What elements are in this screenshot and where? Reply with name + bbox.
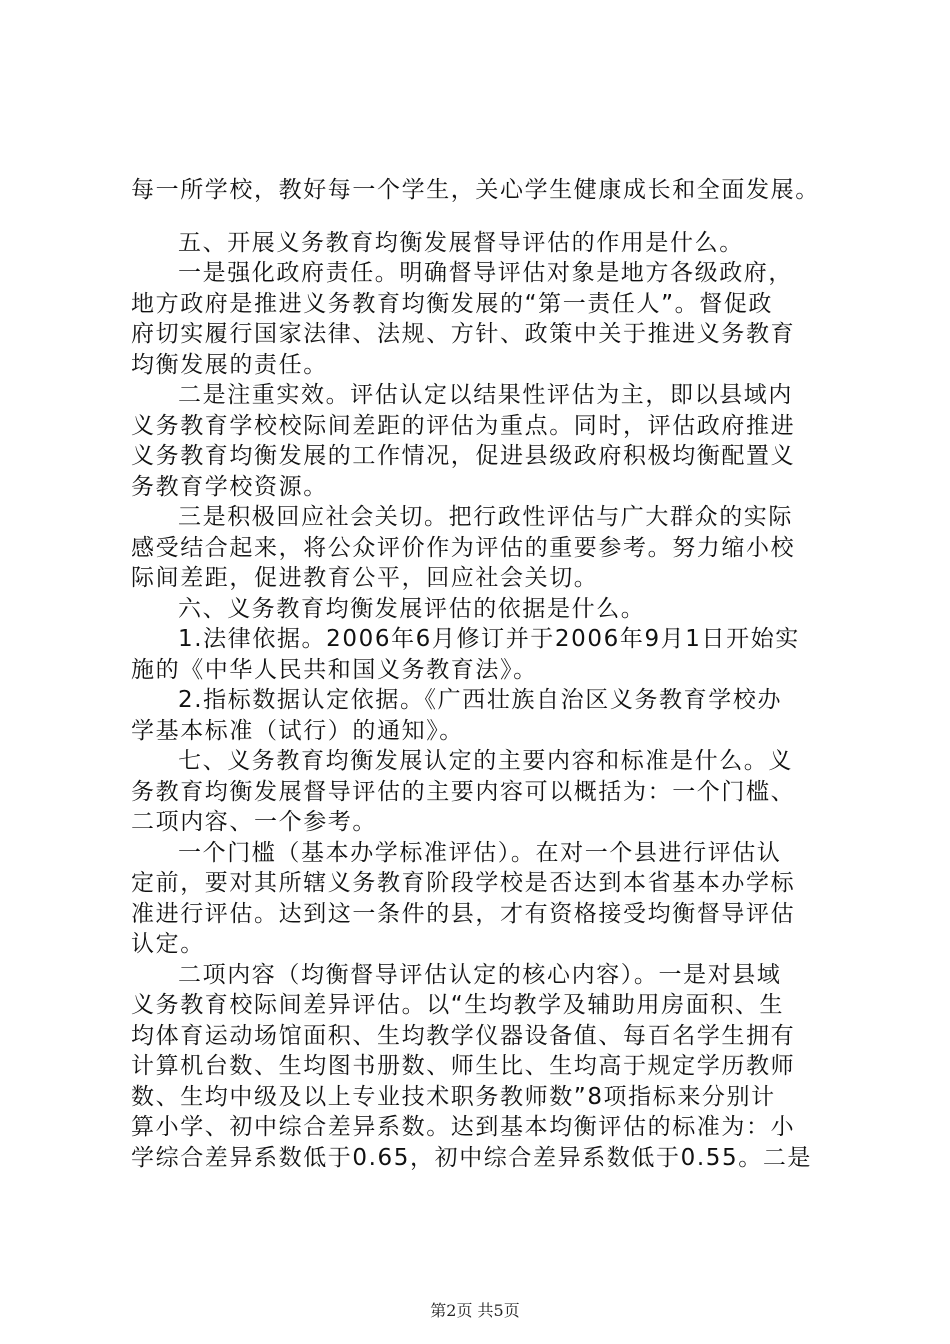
text-line: 府切实履行国家法律、法规、方针、政策中关于推进义务教育 — [131, 321, 796, 347]
text-line: 务教育均衡发展督导评估的主要内容可以概括为：一个门槛、 — [131, 778, 796, 805]
text-line: 二是注重实效。评估认定以结果性评估为主，即以县域内 — [178, 382, 793, 408]
text-line: 一个门槛（基本办学标准评估）。在对一个县进行评估认 — [178, 839, 782, 866]
section-heading: 六、义务教育均衡发展评估的依据是什么。 — [178, 595, 646, 622]
text-line: 均体育运动场馆面积、生均教学仪器设备值、每百名学生拥有 — [131, 1022, 796, 1049]
text-line: 义务教育校际间差异评估。以“生均教学及辅助用房面积、生 — [131, 992, 785, 1018]
text-line: 务教育学校资源。 — [131, 473, 328, 500]
text-line: 二项内容（均衡督导评估认定的核心内容）。一是对县域 — [178, 961, 782, 988]
text-line: 二项内容、一个参考。 — [131, 809, 377, 835]
text-line: 一是强化政府责任。明确督导评估对象是地方各级政府， — [178, 260, 793, 286]
text-line: 认定。 — [131, 931, 205, 957]
text-line: 算小学、初中综合差异系数。达到基本均衡评估的标准为：小 — [131, 1114, 796, 1140]
section-heading: 七、义务教育均衡发展认定的主要内容和标准是什么。义 — [178, 748, 793, 774]
text-line: 际间差距，促进教育公平，回应社会关切。 — [131, 565, 599, 591]
text-line: 定前，要对其所辖义务教育阶段学校是否达到本省基本办学标 — [131, 870, 796, 896]
paragraph-gap — [131, 206, 831, 228]
text-line: 施的《中华人民共和国义务教育法》。 — [131, 656, 538, 683]
page-number-label: 第2页 共5页 — [430, 1301, 520, 1320]
text-line: 义务教育均衡发展的工作情况，促进县级政府积极均衡配置义 — [131, 443, 796, 469]
text-line: 每一所学校，教好每一个学生，关心学生健康成长和全面发展。 — [131, 177, 820, 203]
text-line: 学综合差异系数低于0.65，初中综合差异系数低于0.55。二是 — [131, 1144, 813, 1171]
document-body — [131, 175, 831, 1173]
section-heading: 五、开展义务教育均衡发展督导评估的作用是什么。 — [178, 229, 744, 256]
text-line: 义务教育学校校际间差距的评估为重点。同时，评估政府推进 — [131, 412, 796, 439]
text-line: 学基本标准（试行）的通知》。 — [131, 717, 464, 744]
text-line: 均衡发展的责任。 — [131, 351, 328, 378]
text-line: 2.指标数据认定依据。《广西壮族自治区义务教育学校办 — [178, 687, 783, 713]
text-line: 数、生均中级及以上专业技术职务教师数”8项指标来分别计 — [131, 1083, 776, 1110]
text-line: 三是积极回应社会关切。把行政性评估与广大群众的实际 — [178, 504, 793, 530]
text-line: 1.法律依据。2006年6月修订并于2006年9月1日开始实 — [178, 626, 800, 652]
page-footer — [0, 1298, 950, 1321]
text-line: 计算机台数、生均图书册数、师生比、生均高于规定学历教师 — [131, 1053, 796, 1079]
text-line: 准进行评估。达到这一条件的县，才有资格接受均衡督导评估 — [131, 900, 796, 927]
text-line: 感受结合起来，将公众评价作为评估的重要参考。努力缩小校 — [131, 534, 796, 561]
text-line: 地方政府是推进义务教育均衡发展的“第一责任人”。督促政 — [131, 290, 774, 317]
